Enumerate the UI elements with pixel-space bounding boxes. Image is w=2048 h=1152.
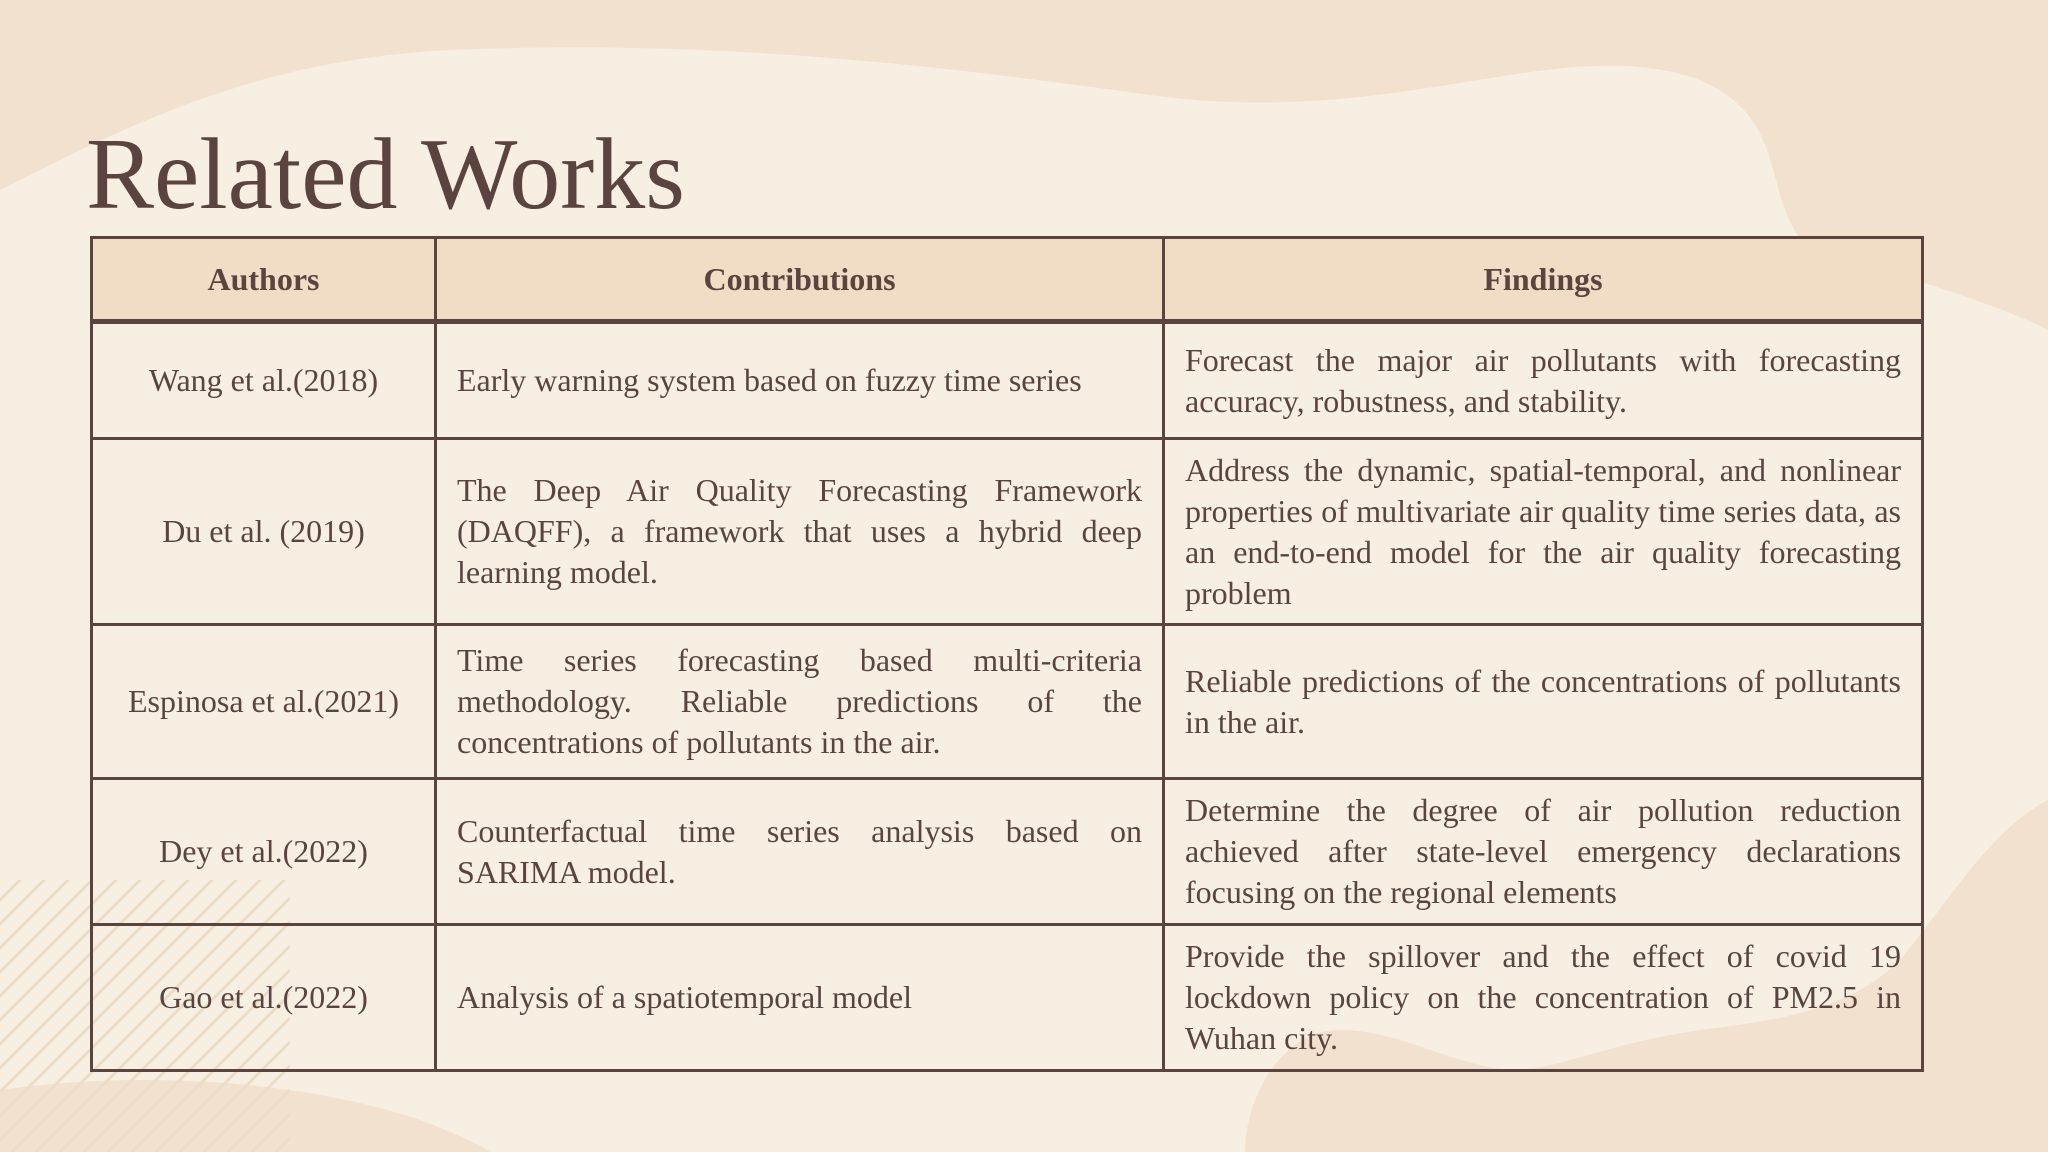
table-row [92, 779, 1923, 925]
contribution-cell: Early warning system based on fuzzy time series [436, 322, 1164, 439]
table-row [92, 439, 1923, 625]
table-row [92, 322, 1923, 439]
author-cell: Dey et al.(2022) [92, 779, 436, 925]
finding-cell: Address the dynamic, spatial-temporal, and nonlinear properties of multivariate air quality time series data, as an end-to-end model for the air quality forecasting problem [1164, 439, 1923, 625]
table-row [92, 925, 1923, 1071]
author-cell: Du et al. (2019) [92, 439, 436, 625]
finding-cell: Reliable predictions of the concentrations of pollutants in the air. [1164, 625, 1923, 779]
table-header-row [92, 238, 1923, 322]
header-authors: Authors [92, 238, 436, 322]
finding-cell: Forecast the major air pollutants with forecasting accuracy, robustness, and stability. [1164, 322, 1923, 439]
contribution-cell: Time series forecasting based multi-criteria methodology. Reliable predictions of the concentrations of pollutants in the air. [436, 625, 1164, 779]
table-row [92, 625, 1923, 779]
header-contributions: Contributions [436, 238, 1164, 322]
related-works-table [90, 236, 1924, 1072]
header-findings: Findings [1164, 238, 1923, 322]
author-cell: Espinosa et al.(2021) [92, 625, 436, 779]
finding-cell: Determine the degree of air pollution reduction achieved after state-level emergency declarations focusing on the regional elements [1164, 779, 1923, 925]
contribution-cell: The Deep Air Quality Forecasting Framework (DAQFF), a framework that uses a hybrid deep learning model. [436, 439, 1164, 625]
finding-cell: Provide the spillover and the effect of covid 19 lockdown policy on the concentration of PM2.5 in Wuhan city. [1164, 925, 1923, 1071]
author-cell: Gao et al.(2022) [92, 925, 436, 1071]
slide-title: Related Works [86, 118, 685, 231]
contribution-cell: Analysis of a spatiotemporal model [436, 925, 1164, 1071]
author-cell: Wang et al.(2018) [92, 322, 436, 439]
contribution-cell: Counterfactual time series analysis based on SARIMA model. [436, 779, 1164, 925]
